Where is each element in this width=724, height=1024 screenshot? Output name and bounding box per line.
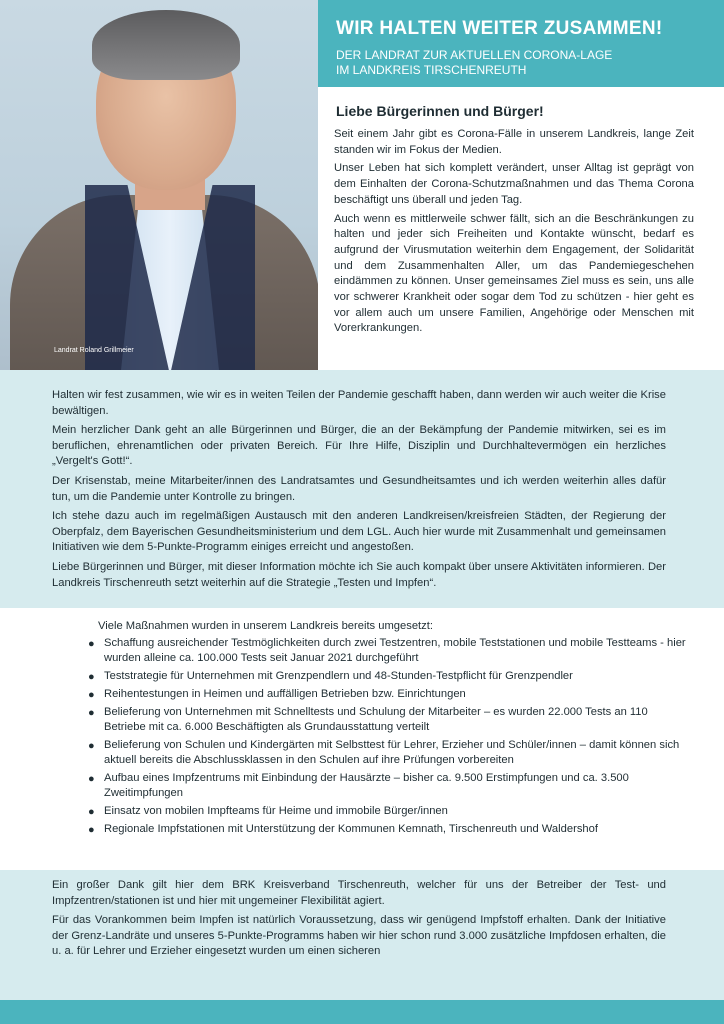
middle-paragraph: Halten wir fest zusammen, wie wir es in weiten Teilen der Pandemie geschafft haben, dann werden wir auch weiter die Krise bewältigen. bbox=[52, 389, 666, 417]
bullet-icon: ● bbox=[88, 671, 95, 683]
list-item-text: Reihentestungen in Heimen und auffälligen Betrieben bzw. Einrichtungen bbox=[104, 688, 466, 700]
measures-lead: Viele Maßnahmen wurden in unserem Landkreis bereits umgesetzt: bbox=[98, 620, 433, 632]
bullet-icon: ● bbox=[88, 824, 95, 836]
list-item bbox=[86, 669, 686, 684]
bullet-icon: ● bbox=[88, 638, 95, 650]
title-banner bbox=[318, 0, 724, 87]
middle-paragraph: Der Krisenstab, meine Mitarbeiter/innen des Landratsamtes und Gesundheitsamtes und ich werden weiterhin alles dafür tun, um die Pandemie unter Kontrolle zu bringen. bbox=[52, 474, 666, 503]
list-item bbox=[86, 804, 686, 819]
footer-bar bbox=[0, 1000, 724, 1024]
bullet-icon: ● bbox=[88, 740, 95, 752]
bullet-icon: ● bbox=[88, 707, 95, 719]
list-item bbox=[86, 705, 686, 735]
bottom-paragraph: Ein großer Dank gilt hier dem BRK Kreisverband Tirschenreuth, welcher für uns der Betreiber der Test- und Impfzentren/stationen ist und hier mit ungemeiner Flexibilität agiert. bbox=[52, 879, 666, 907]
middle-paragraph: Mein herzlicher Dank geht an alle Bürgerinnen und Bürger, die an der Bekämpfung der Pandemie mitwirken, sei es im beruflichen, ehrenamtlichen oder privaten Bereich. Für Ihre Hilfe, Disziplin und Durchhaltevermögen ein herzliches „Vergelt's Gott!“. bbox=[52, 424, 666, 468]
measures-list bbox=[86, 636, 686, 840]
intro-paragraph: Auch wenn es mittlerweile schwer fällt, sich an die Beschränkungen zu halten und jeder sich Freiheiten und Kontakte wünscht, bedarf es aufgrund der Virusmutation weiterhin dem Engagement, der Solidarität und dem Zusammenhalten Aller, um das Pandemiegeschehen eindämmen zu können. Unser gemeinsames Ziel muss es sein, uns alle vor schwerer Krankheit oder sogar dem Tod zu schützen - hier geht es vor allem auch um unsere Familien, Angehörige oder Menschen mit Vorerkrankungen. bbox=[334, 212, 694, 335]
list-item bbox=[86, 636, 686, 666]
list-item bbox=[86, 687, 686, 702]
portrait-photo bbox=[0, 0, 318, 370]
hair-shape bbox=[92, 10, 240, 80]
list-item bbox=[86, 738, 686, 768]
middle-text bbox=[52, 388, 666, 595]
list-item-text: Belieferung von Schulen und Kindergärten mit Selbsttest für Lehrer, Erzieher und Schüler/innen – damit können sich aktuell bereits die Abschlussklassen in den Schulen auf ihre Prüfungen vorbereiten bbox=[104, 739, 680, 766]
list-item-text: Aufbau eines Impfzentrums mit Einbindung der Hausärzte – bisher ca. 9.500 Erstimpfungen und ca. 3.500 Zweitimpfungen bbox=[104, 772, 629, 799]
intro-section bbox=[318, 87, 724, 370]
page-subtitle bbox=[336, 48, 612, 78]
bullet-icon: ● bbox=[88, 806, 95, 818]
list-item-text: Einsatz von mobilen Impfteams für Heime und immobile Bürger/innen bbox=[104, 805, 448, 817]
subtitle-line-2: IM LANDKREIS TIRSCHENREUTH bbox=[336, 63, 527, 77]
list-item-text: Belieferung von Unternehmen mit Schnelltests und Schulung der Mitarbeiter – es wurden 22.000 Tests an 110 Betriebe mit ca. 6.000 Beschäftigten als Grundausstattung verteilt bbox=[104, 706, 648, 733]
middle-paragraph: Ich stehe dazu auch im regelmäßigen Austausch mit den anderen Landkreisen/kreisfreien Städten, der Regierung der Oberpfalz, dem Bayerischen Gesundheitsministerium und dem LGL. Auch hier wurde mit Zusammenhalt und gemeinsamen Initiativen wie dem 5-Punkte-Programm einiges erreicht und angestoßen. bbox=[52, 510, 666, 554]
list-item bbox=[86, 822, 686, 837]
list-item bbox=[86, 771, 686, 801]
page-title: WIR HALTEN WEITER ZUSAMMEN! bbox=[336, 18, 663, 39]
list-item-text: Teststrategie für Unternehmen mit Grenzpendlern und 48-Stunden-Testpflicht für Grenzpendler bbox=[104, 670, 573, 682]
intro-paragraph: Unser Leben hat sich komplett verändert, unser Alltag ist geprägt von dem Einhalten der Corona-Schutzmaßnahmen und das Thema Corona beschäftigt uns überall und jeden Tag. bbox=[334, 162, 694, 206]
bottom-section bbox=[0, 870, 724, 1000]
subtitle-line-1: DER LANDRAT ZUR AKTUELLEN CORONA-LAGE bbox=[336, 48, 613, 62]
bottom-paragraph: Für das Vorankommen beim Impfen ist natürlich Voraussetzung, dass wir genügend Impfstoff erhalten. Dank der Initiative der Grenz-Landräte und unseres 5-Punkte-Programms haben wir hier schon rund 3.000 zusätzliche Impfdosen erhalten, die u. a. für Lehrer und Erzieher eingesetzt wurden um einen sicheren bbox=[52, 914, 666, 958]
bullet-icon: ● bbox=[88, 773, 95, 785]
list-item-text: Regionale Impfstationen mit Unterstützung der Kommunen Kemnath, Tirschenreuth und Waldershof bbox=[104, 823, 598, 835]
measures-section bbox=[0, 608, 724, 870]
greeting-heading: Liebe Bürgerinnen und Bürger! bbox=[336, 103, 544, 119]
list-item-text: Schaffung ausreichender Testmöglichkeiten durch zwei Testzentren, mobile Teststationen und mobile Testteams - hier wurden alleine ca. 100.000 Tests seit Januar 2021 durchgeführt bbox=[104, 637, 686, 664]
middle-section bbox=[0, 370, 724, 608]
intro-text bbox=[334, 127, 694, 340]
middle-paragraph: Liebe Bürgerinnen und Bürger, mit dieser Information möchte ich Sie auch kompakt über unsere Aktivitäten informieren. Der Landkreis Tirschenreuth setzt weiterhin auf die Strategie „Testen und Impfen“. bbox=[52, 560, 666, 589]
photo-caption: Landrat Roland Grillmeier bbox=[54, 347, 134, 354]
intro-paragraph: Seit einem Jahr gibt es Corona-Fälle in unserem Landkreis, lange Zeit standen wir im Fokus der Medien. bbox=[334, 128, 694, 156]
bottom-text bbox=[52, 878, 666, 964]
bullet-icon: ● bbox=[88, 689, 95, 701]
